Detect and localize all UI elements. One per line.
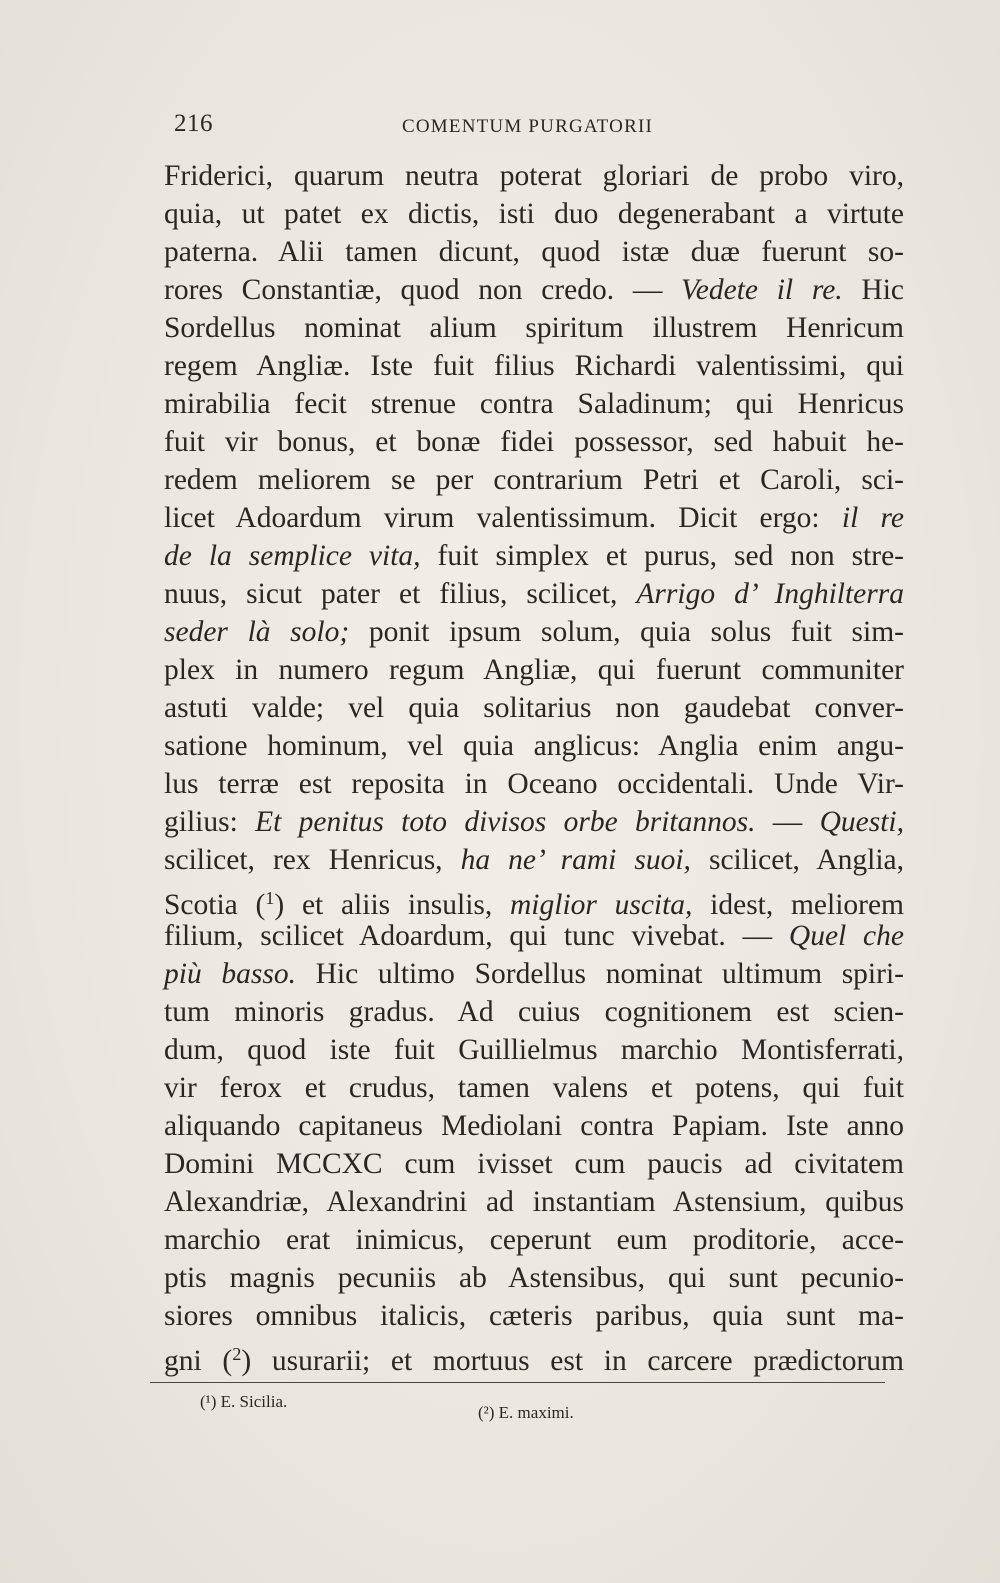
- text-run: gilius:: [164, 806, 256, 838]
- text-run: fuit simplex et purus, sed non stre-: [420, 540, 904, 572]
- text-run: plex in numero regum Angliæ, qui fuerunt communiter: [164, 654, 904, 686]
- footnote-2: (²) E. maximi.: [478, 1403, 574, 1422]
- text-run: regem Angliæ. Iste fuit filius Richardi valentissimi, qui: [164, 350, 904, 382]
- page-header: [172, 110, 907, 146]
- text-run: siores omnibus italicis, cæteris paribus, quia sunt ma-: [164, 1300, 904, 1332]
- italic-text: Quel che: [788, 920, 904, 952]
- text-line: [164, 727, 904, 765]
- text-line: [164, 309, 904, 347]
- italic-text: Vedete il re.: [681, 274, 843, 306]
- text-run: Hic: [842, 274, 904, 306]
- text-run: Hic ultimo Sordellus nominat ultimum spiri-: [295, 958, 904, 990]
- text-run: tum minoris gradus. Ad cuius cognitionem est scien-: [164, 996, 904, 1028]
- text-run: ) usurarii; et mortuus est in carcere prædictorum: [241, 1345, 904, 1378]
- page-number: 216: [174, 110, 213, 137]
- text-run: Alexandriæ, Alexandrini ad instantiam Astensium, quibus: [164, 1186, 904, 1218]
- text-line: [164, 917, 904, 955]
- italic-text: seder là solo;: [164, 616, 350, 648]
- text-run: Sordellus nominat alium spiritum illustrem Henricum: [164, 312, 904, 344]
- text-run: licet Adoardum virum valentissimum. Dicit ergo:: [164, 502, 842, 534]
- text-line: [164, 1183, 904, 1221]
- text-run: ) et aliis insulis,: [274, 889, 510, 922]
- italic-text: più basso.: [164, 958, 296, 990]
- text-line: [164, 461, 904, 499]
- text-run: fuit vir bonus, et bonæ fidei possessor, sed habuit he-: [164, 426, 904, 458]
- text-run: mirabilia fecit strenue contra Saladinum; qui Henricus: [164, 388, 904, 420]
- text-line: [164, 157, 904, 195]
- italic-text: Questi,: [819, 806, 904, 838]
- text-run: gni (: [164, 1345, 233, 1378]
- text-run: Scotia (: [164, 889, 266, 922]
- text-run: scilicet, Anglia,: [690, 844, 904, 876]
- italic-text: Arrigo d’ Inghilterra: [636, 578, 904, 610]
- text-line: [164, 499, 904, 537]
- text-run: redem meliorem se per contrarium Petri et Caroli, sci-: [164, 464, 904, 496]
- text-run: Domini MCCXC cum ivisset cum paucis ad civitatem: [164, 1148, 904, 1180]
- text-line: [164, 1069, 904, 1107]
- text-line: [164, 765, 904, 803]
- text-run: satione hominum, vel quia anglicus: Anglia enim angu-: [164, 730, 904, 762]
- text-run: marchio erat inimicus, ceperunt eum proditorie, acce-: [164, 1224, 904, 1256]
- text-line: [164, 993, 904, 1031]
- italic-text: ha ne’ rami suoi,: [460, 844, 691, 876]
- text-line: [164, 955, 904, 993]
- text-line: [164, 1297, 904, 1335]
- text-run: filium, scilicet Adoardum, qui tunc vivebat. —: [164, 920, 789, 952]
- text-run: —: [755, 806, 820, 838]
- text-line: [164, 537, 904, 575]
- footnote-1: (¹) E. Sicilia.: [200, 1392, 288, 1411]
- text-run: idest, meliorem: [692, 889, 905, 922]
- italic-text: il re: [841, 502, 905, 534]
- text-line: [164, 233, 904, 271]
- text-line: [164, 841, 904, 879]
- text-run: rores Constantiæ, quod non credo. —: [164, 274, 682, 306]
- text-line: [164, 1335, 904, 1378]
- text-run: astuti valde; vel quia solitarius non gaudebat conver-: [164, 692, 904, 724]
- text-line: [164, 1259, 904, 1297]
- italic-text: miglior uscita,: [510, 889, 693, 922]
- body-text: [164, 157, 905, 1378]
- text-line: [164, 1145, 904, 1183]
- text-line: [164, 347, 904, 385]
- text-line: [164, 1031, 904, 1069]
- text-run: quia, ut patet ex dictis, isti duo degenerabant a virtute: [164, 198, 904, 230]
- text-line: [164, 423, 904, 461]
- italic-text: Et penitus toto divisos orbe britannos.: [255, 806, 756, 838]
- text-line: [164, 613, 904, 651]
- footnote-marker: 1: [265, 888, 275, 908]
- text-line: [164, 271, 904, 309]
- footnote-marker: 2: [232, 1344, 242, 1364]
- text-line: [164, 385, 904, 423]
- text-run: dum, quod iste fuit Guillielmus marchio Montisferrati,: [164, 1034, 904, 1066]
- text-line: [164, 651, 904, 689]
- text-run: paterna. Alii tamen dicunt, quod istæ duæ fuerunt so-: [164, 236, 904, 268]
- text-line: [164, 879, 905, 922]
- text-run: ptis magnis pecuniis ab Astensibus, qui sunt pecunio-: [164, 1262, 904, 1294]
- text-run: aliquando capitaneus Mediolani contra Papiam. Iste anno: [164, 1110, 904, 1142]
- text-line: [164, 195, 904, 233]
- text-line: [164, 803, 904, 841]
- text-run: scilicet, rex Henricus,: [164, 844, 461, 876]
- text-line: [164, 689, 904, 727]
- running-head: COMENTUM PURGATORII: [402, 116, 653, 137]
- text-run: vir ferox et crudus, tamen valens et potens, qui fuit: [164, 1072, 904, 1104]
- text-line: [164, 1107, 904, 1145]
- text-run: lus terræ est reposita in Oceano occidentali. Unde Vir-: [164, 768, 904, 800]
- text-line: [164, 1221, 904, 1259]
- text-run: ponit ipsum solum, quia solus fuit sim-: [349, 616, 904, 648]
- text-run: Friderici, quarum neutra poterat gloriari de probo viro,: [164, 160, 904, 192]
- italic-text: de la semplice vita,: [164, 540, 421, 572]
- footnote-divider: [150, 1382, 885, 1383]
- text-line: [164, 575, 904, 613]
- text-run: nuus, sicut pater et filius, scilicet,: [164, 578, 637, 610]
